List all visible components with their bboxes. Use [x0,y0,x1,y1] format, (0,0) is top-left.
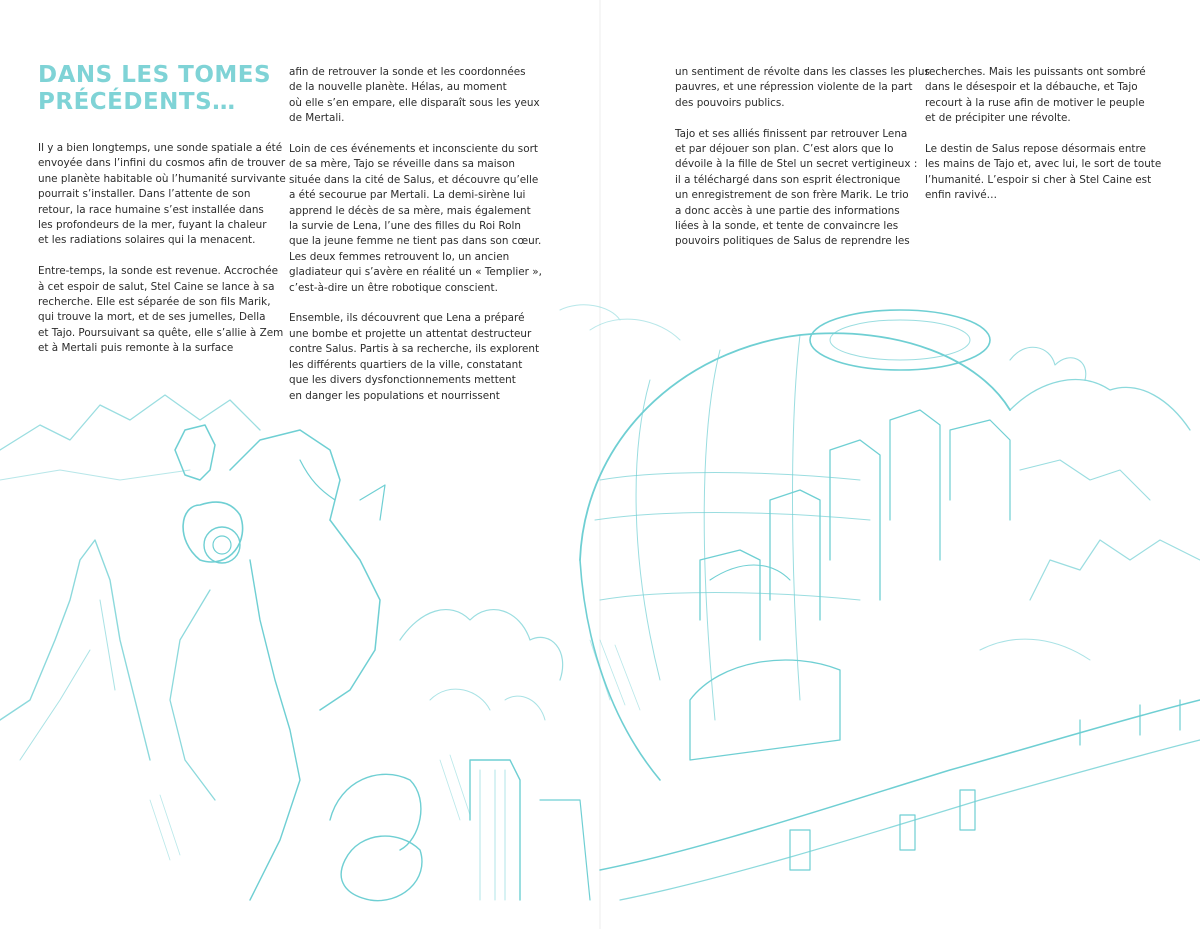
text-line: les profondeurs de la mer, fuyant la chaleur [38,219,267,232]
paragraph [925,65,1155,127]
text-line: qui trouve la mort, et de ses jumelles, Della [38,311,266,324]
text-line: retour, la race humaine s’est installée dans [38,203,264,216]
text-line: des pouvoirs publics. [675,96,785,109]
text-line: Tajo et ses alliés finissent par retrouver Lena [675,127,908,140]
text-line: en danger les populations et nourrissent [289,389,500,402]
text-line: contre Salus. Partis à sa recherche, ils explorent [289,343,540,356]
text-line: gladiateur qui s’avère en réalité un « Templier », [289,266,542,279]
text-line: Les deux femmes retrouvent Io, un ancien [289,250,510,263]
text-line: recherche. Elle est séparée de son fils Marik, [38,296,271,309]
text-line: de sa mère, Tajo se réveille dans sa maison [289,158,515,171]
text-line: recherches. Mais les puissants ont sombré [925,66,1146,78]
text-line: les mains de Tajo et, avec lui, le sort de toute [925,158,1162,171]
text-line: dévoile à la fille de Stel un secret vertigineux : [675,158,918,171]
title-line-2: PRÉCÉDENTS… [38,89,236,115]
text-line: que la jeune femme ne tient pas dans son cœur. [289,235,542,248]
paragraph [289,311,540,403]
text-column-2 [289,65,542,419]
text-line: située dans la cité de Salus, et découvre qu’elle [289,173,539,186]
text-line: et par déjouer son plan. C’est alors que Io [675,143,894,156]
text-line: les différents quartiers de la ville, constatant [289,358,523,371]
section-title [38,62,278,116]
paragraph [675,65,930,111]
text-line: de Mertali. [289,112,345,125]
text-line: a été secourue par Mertali. La demi-sirène lui [289,189,526,202]
text-line: Loin de ces événements et inconsciente du sort [289,143,538,156]
text-line: une bombe et projette un attentat destructeur [289,327,532,340]
text-line: pauvres, et une répression violente de la part [675,81,913,94]
text-line: un enregistrement de son frère Marik. Le trio [675,189,909,202]
text-line: pourrait s’installer. Dans l’attente de son [38,188,251,201]
text-line: à cet espoir de salut, Stel Caine se lance à sa [38,280,275,293]
text-line: apprend le décès de sa mère, mais également [289,204,531,217]
paragraph [289,142,542,296]
text-line: afin de retrouver la sonde et les coordonnées [289,66,526,78]
text-line: la survie de Lena, l’une des filles du Roi Roln [289,220,521,233]
paragraph [38,264,284,356]
text-line: Il y a bien longtemps, une sonde spatiale a été [38,142,283,154]
text-line: une planète habitable où l’humanité survivante [38,172,286,185]
text-line: envoyée dans l’infini du cosmos afin de trouver [38,157,286,170]
text-line: l’humanité. L’espoir si cher à Stel Caine est [925,173,1152,186]
text-line: enfin ravivé… [925,189,998,202]
text-line: un sentiment de révolte dans les classes les plus [675,66,930,78]
text-line: que les divers dysfonctionnements mettent [289,374,516,387]
text-line: liées à la sonde, et tente de convaincre les [675,220,899,233]
text-column-1 [38,141,286,372]
paragraph [38,141,286,249]
text-column-3 [675,65,930,265]
text-line: recourt à la ruse afin de motiver le peuple [925,96,1145,109]
text-line: a donc accès à une partie des informations [675,204,900,217]
text-line: où elle s’en empare, elle disparaît sous les yeux [289,96,540,109]
text-line: Ensemble, ils découvrent que Lena a préparé [289,312,525,325]
text-line: pouvoirs politiques de Salus de reprendre les [675,235,910,248]
text-column-4 [925,65,1162,219]
text-line: de la nouvelle planète. Hélas, au moment [289,81,507,94]
paragraph [675,127,918,250]
text-line: Entre-temps, la sonde est revenue. Accrochée [38,265,278,278]
text-line: dans le désespoir et la débauche, et Tajo [925,81,1138,94]
text-line: et Tajo. Poursuivant sa quête, elle s’allie à Zem [38,326,284,339]
text-line: et à Mertali puis remonte à la surface [38,342,234,355]
text-line: il a téléchargé dans son esprit électronique [675,173,901,186]
title-line-1: DANS LES TOMES [38,62,272,88]
text-line: et de précipiter une révolte. [925,112,1071,125]
text-line: Le destin de Salus repose désormais entre [925,143,1146,156]
text-line: et les radiations solaires qui la menacent. [38,234,256,247]
paragraph [289,65,540,127]
paragraph [925,142,1162,204]
text-line: c’est-à-dire un être robotique conscient. [289,281,498,294]
